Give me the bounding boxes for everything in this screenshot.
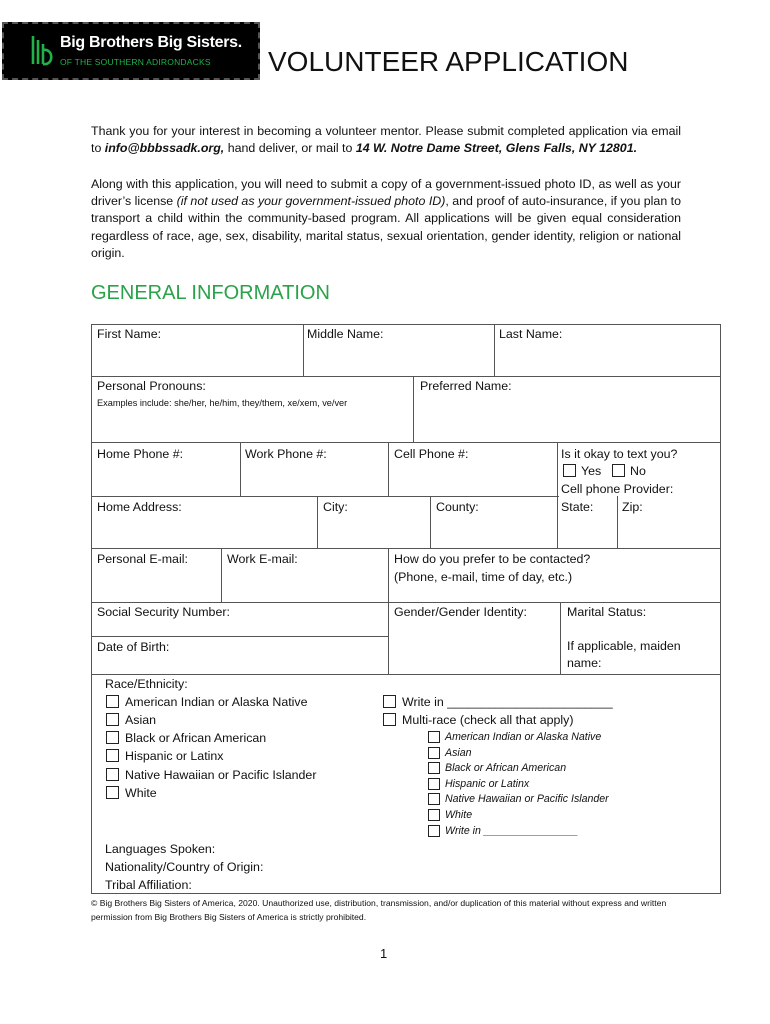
- race-option-label: Native Hawaiian or Pacific Islander: [125, 768, 317, 782]
- multi-race-checkbox[interactable]: [428, 793, 440, 805]
- race-option-label: White: [125, 786, 157, 800]
- gender-field[interactable]: Gender/Gender Identity:: [394, 605, 527, 619]
- multi-race-checkbox[interactable]: [383, 713, 396, 726]
- pronouns-field[interactable]: Personal Pronouns:: [97, 379, 206, 393]
- text-yes-label: Yes: [581, 464, 602, 478]
- multi-race-option-label: Native Hawaiian or Pacific Islander: [445, 793, 609, 805]
- multi-race-option-label: American Indian or Alaska Native: [445, 731, 602, 743]
- marital-status-field[interactable]: Marital Status:: [567, 605, 647, 619]
- intro-paragraph-2: [91, 176, 681, 262]
- contact-email: info@bbbssadk.org,: [104, 141, 225, 156]
- race-checkbox[interactable]: [106, 749, 119, 762]
- race-checkbox[interactable]: [106, 695, 119, 708]
- intro-text: Along with this application, you will need to submit a copy of a government-issued photo ID, as well as your driver’s license: [91, 177, 681, 209]
- date-of-birth-field[interactable]: Date of Birth:: [97, 640, 170, 654]
- multi-race-checkbox[interactable]: [428, 731, 440, 743]
- home-phone-field[interactable]: Home Phone #:: [97, 447, 184, 461]
- middle-name-field[interactable]: Middle Name:: [307, 327, 384, 341]
- write-in-checkbox[interactable]: [383, 695, 396, 708]
- race-checkbox[interactable]: [106, 731, 119, 744]
- multi-race-option-label: Black or African American: [445, 762, 567, 774]
- preferred-name-field[interactable]: Preferred Name:: [420, 379, 512, 393]
- race-checkbox[interactable]: [106, 768, 119, 781]
- state-field[interactable]: State:: [561, 500, 594, 514]
- race-option-label: Asian: [125, 713, 156, 727]
- race-option-label: Hispanic or Latinx: [125, 749, 224, 763]
- mailing-address: 14 W. Notre Dame Street, Glens Falls, NY 12801.: [355, 141, 638, 156]
- organization-logo: [2, 22, 260, 80]
- multi-race-checkbox[interactable]: [428, 809, 440, 821]
- work-phone-field[interactable]: Work Phone #:: [245, 447, 327, 461]
- text-ok-question: Is it okay to text you?: [561, 447, 678, 461]
- multi-race-checkbox[interactable]: [428, 825, 440, 837]
- multi-race-checkbox[interactable]: [428, 747, 440, 759]
- multi-race-checkbox[interactable]: [428, 778, 440, 790]
- intro-note: (if not used as your government-issued photo ID): [176, 194, 446, 209]
- home-address-field[interactable]: Home Address:: [97, 500, 182, 514]
- personal-email-field[interactable]: Personal E-mail:: [97, 552, 188, 566]
- multi-race-checkbox[interactable]: [428, 762, 440, 774]
- race-checkbox[interactable]: [106, 786, 119, 799]
- document-title: VOLUNTEER APPLICATION: [268, 46, 629, 77]
- tribal-affiliation-field[interactable]: Tribal Affiliation:: [105, 878, 192, 892]
- logo-name: Big Brothers Big Sisters.: [60, 34, 242, 51]
- city-field[interactable]: City:: [323, 500, 348, 514]
- maiden-name-label-cont: name:: [567, 656, 602, 670]
- ssn-field[interactable]: Social Security Number:: [97, 605, 230, 619]
- page-number: 1: [380, 946, 388, 961]
- multi-race-option-label: White: [445, 809, 473, 821]
- maiden-name-field[interactable]: If applicable, maiden: [567, 639, 681, 653]
- county-field[interactable]: County:: [436, 500, 479, 514]
- nationality-field[interactable]: Nationality/Country of Origin:: [105, 860, 264, 874]
- multi-race-option-label: Asian: [445, 747, 472, 759]
- text-yes-checkbox[interactable]: [563, 464, 576, 477]
- section-title: GENERAL INFORMATION: [91, 282, 330, 304]
- last-name-field[interactable]: Last Name:: [499, 327, 563, 341]
- work-email-field[interactable]: Work E-mail:: [227, 552, 298, 566]
- race-option-label: American Indian or Alaska Native: [125, 695, 308, 709]
- copyright-notice: © Big Brothers Big Sisters of America, 2020. Unauthorized use, distribution, transmission, and/or duplication of this material without express and written permission from Big Brothers Big Sisters of America is strictly prohibited.: [91, 898, 667, 922]
- text-no-label: No: [630, 464, 646, 478]
- pronouns-hint: Examples include: she/her, he/him, they/them, xe/xem, ve/ver: [97, 398, 348, 408]
- text-no-checkbox[interactable]: [612, 464, 625, 477]
- zip-field[interactable]: Zip:: [622, 500, 643, 514]
- languages-field[interactable]: Languages Spoken:: [105, 842, 216, 856]
- intro-text: hand deliver, or mail to: [224, 141, 356, 156]
- race-checkbox[interactable]: [106, 713, 119, 726]
- intro-text: , and proof of auto-insurance, if you plan to transport a child within the community-based program. All applications will be given equal consideration regardless of race, age, sex, disability, marital status, sexual orientation, gender identity, religion or national origin.: [91, 194, 682, 260]
- intro-paragraph-1: [91, 123, 681, 157]
- multi-race-option-label: Hispanic or Latinx: [445, 778, 530, 790]
- contact-preference-field[interactable]: How do you prefer to be contacted?: [394, 552, 591, 566]
- multi-race-label: Multi-race (check all that apply): [402, 713, 574, 727]
- cell-phone-field[interactable]: Cell Phone #:: [394, 447, 469, 461]
- write-in-field[interactable]: Write in ________________________: [402, 695, 613, 709]
- first-name-field[interactable]: First Name:: [97, 327, 162, 341]
- contact-preference-hint: (Phone, e-mail, time of day, etc.): [394, 570, 573, 584]
- race-option-label: Black or African American: [125, 731, 267, 745]
- race-ethnicity-label: Race/Ethnicity:: [105, 677, 188, 691]
- logo-subtitle: OF THE SOUTHERN ADIRONDACKS: [60, 57, 211, 67]
- intro-text: Thank you for your interest in becoming a volunteer mentor. Please submit completed application via email to: [91, 124, 681, 156]
- cell-provider-field[interactable]: Cell phone Provider:: [561, 482, 674, 496]
- bbbs-logo-icon: [30, 34, 56, 68]
- multi-race-option-label: Write in ________________: [445, 825, 579, 837]
